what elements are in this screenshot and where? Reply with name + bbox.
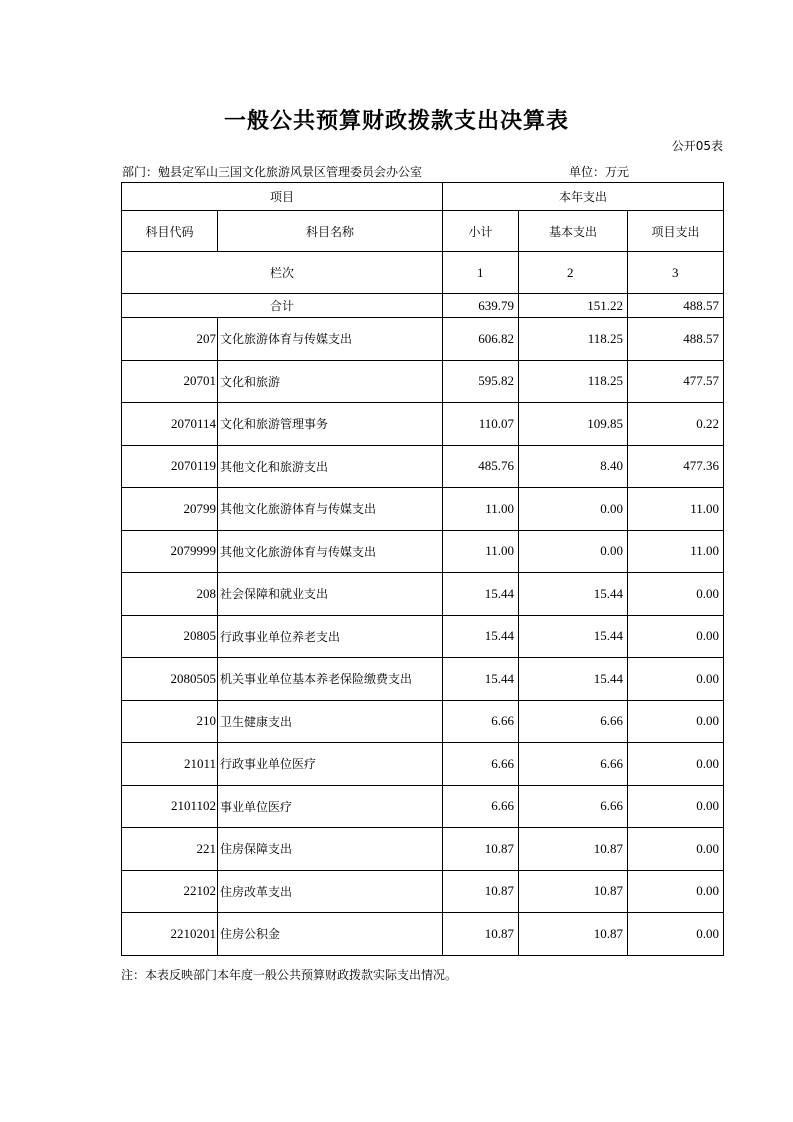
subject-code: 2101102	[122, 785, 218, 828]
department-label: 部门：勉县定军山三国文化旅游风景区管理委员会办公室	[122, 165, 423, 179]
subtotal-value: 606.82	[443, 318, 519, 361]
table-row	[122, 785, 724, 828]
subject-name: 社会保障和就业支出	[218, 573, 443, 616]
subject-code: 221	[122, 828, 218, 871]
footnote: 注：本表反映部门本年度一般公共预算财政拨款实际支出情况。	[121, 968, 458, 982]
header-code: 科目代码	[122, 211, 218, 252]
project-value: 0.00	[628, 573, 724, 616]
subject-name: 文化旅游体育与传媒支出	[218, 318, 443, 361]
subtotal-value: 595.82	[443, 360, 519, 403]
column-number-3: 3	[628, 252, 724, 294]
subject-code: 207	[122, 318, 218, 361]
subtotal-value: 15.44	[443, 615, 519, 658]
header-subtotal: 小计	[443, 211, 519, 252]
page-title: 一般公共预算财政拨款支出决算表	[223, 109, 569, 134]
project-value: 0.00	[628, 870, 724, 913]
subtotal-value: 11.00	[443, 530, 519, 573]
project-value: 0.00	[628, 828, 724, 871]
basic-value: 10.87	[519, 913, 628, 956]
subject-code: 2079999	[122, 530, 218, 573]
subject-code: 208	[122, 573, 218, 616]
basic-value: 15.44	[519, 658, 628, 701]
project-value: 0.22	[628, 403, 724, 446]
column-order-label: 栏次	[122, 252, 443, 294]
basic-value: 6.66	[519, 743, 628, 786]
project-value: 0.00	[628, 785, 724, 828]
column-number-2: 2	[519, 252, 628, 294]
header-project: 项目支出	[628, 211, 724, 252]
subtotal-value: 6.66	[443, 700, 519, 743]
table-row	[122, 828, 724, 871]
table-row	[122, 658, 724, 701]
table-row	[122, 488, 724, 531]
expenditure-table	[121, 182, 724, 956]
subject-code: 210	[122, 700, 218, 743]
subject-name: 机关事业单位基本养老保险缴费支出	[218, 658, 443, 701]
table-row	[122, 445, 724, 488]
total-label: 合计	[122, 294, 443, 318]
table-row	[122, 530, 724, 573]
project-value: 0.00	[628, 700, 724, 743]
subject-code: 21011	[122, 743, 218, 786]
table-row	[122, 870, 724, 913]
basic-value: 6.66	[519, 700, 628, 743]
table-row	[122, 403, 724, 446]
basic-value: 109.85	[519, 403, 628, 446]
project-value: 488.57	[628, 318, 724, 361]
project-value: 477.36	[628, 445, 724, 488]
subtotal-value: 110.07	[443, 403, 519, 446]
subject-name: 行政事业单位养老支出	[218, 615, 443, 658]
subtotal-value: 10.87	[443, 828, 519, 871]
subject-name: 住房公积金	[218, 913, 443, 956]
subject-code: 20805	[122, 615, 218, 658]
table-row	[122, 573, 724, 616]
basic-value: 0.00	[519, 530, 628, 573]
project-value: 0.00	[628, 743, 724, 786]
project-value: 0.00	[628, 615, 724, 658]
subject-code: 2080505	[122, 658, 218, 701]
subject-name: 住房改革支出	[218, 870, 443, 913]
table-row	[122, 743, 724, 786]
basic-value: 8.40	[519, 445, 628, 488]
subject-code: 2070119	[122, 445, 218, 488]
total-subtotal: 639.79	[443, 294, 519, 318]
subtotal-value: 15.44	[443, 573, 519, 616]
project-value: 11.00	[628, 488, 724, 531]
subject-name: 住房保障支出	[218, 828, 443, 871]
unit-label: 单位：万元	[569, 165, 630, 179]
table-row	[122, 318, 724, 361]
header-current-year: 本年支出	[443, 183, 724, 211]
project-value: 11.00	[628, 530, 724, 573]
subject-name: 文化和旅游管理事务	[218, 403, 443, 446]
subject-code: 2070114	[122, 403, 218, 446]
subject-name: 其他文化旅游体育与传媒支出	[218, 530, 443, 573]
total-row	[122, 294, 724, 318]
subject-name: 其他文化和旅游支出	[218, 445, 443, 488]
basic-value: 10.87	[519, 870, 628, 913]
table-row	[122, 360, 724, 403]
basic-value: 10.87	[519, 828, 628, 871]
subtotal-value: 10.87	[443, 870, 519, 913]
subtotal-value: 6.66	[443, 743, 519, 786]
table-row	[122, 913, 724, 956]
subtotal-value: 6.66	[443, 785, 519, 828]
column-number-1: 1	[443, 252, 519, 294]
basic-value: 6.66	[519, 785, 628, 828]
subject-code: 2210201	[122, 913, 218, 956]
basic-value: 118.25	[519, 360, 628, 403]
subtotal-value: 11.00	[443, 488, 519, 531]
subtotal-value: 10.87	[443, 913, 519, 956]
project-value: 477.57	[628, 360, 724, 403]
total-basic: 151.22	[519, 294, 628, 318]
basic-value: 0.00	[519, 488, 628, 531]
basic-value: 118.25	[519, 318, 628, 361]
form-number: 公开05表	[671, 139, 723, 153]
subject-code: 22102	[122, 870, 218, 913]
subject-name: 事业单位医疗	[218, 785, 443, 828]
subject-name: 卫生健康支出	[218, 700, 443, 743]
basic-value: 15.44	[519, 615, 628, 658]
subject-name: 其他文化旅游体育与传媒支出	[218, 488, 443, 531]
table-row	[122, 700, 724, 743]
basic-value: 15.44	[519, 573, 628, 616]
subject-name: 文化和旅游	[218, 360, 443, 403]
project-value: 0.00	[628, 658, 724, 701]
project-value: 0.00	[628, 913, 724, 956]
header-basic: 基本支出	[519, 211, 628, 252]
header-item: 项目	[122, 183, 443, 211]
subtotal-value: 485.76	[443, 445, 519, 488]
subject-code: 20701	[122, 360, 218, 403]
header-name: 科目名称	[218, 211, 443, 252]
subject-code: 20799	[122, 488, 218, 531]
total-project: 488.57	[628, 294, 724, 318]
table-row	[122, 615, 724, 658]
subtotal-value: 15.44	[443, 658, 519, 701]
subject-name: 行政事业单位医疗	[218, 743, 443, 786]
